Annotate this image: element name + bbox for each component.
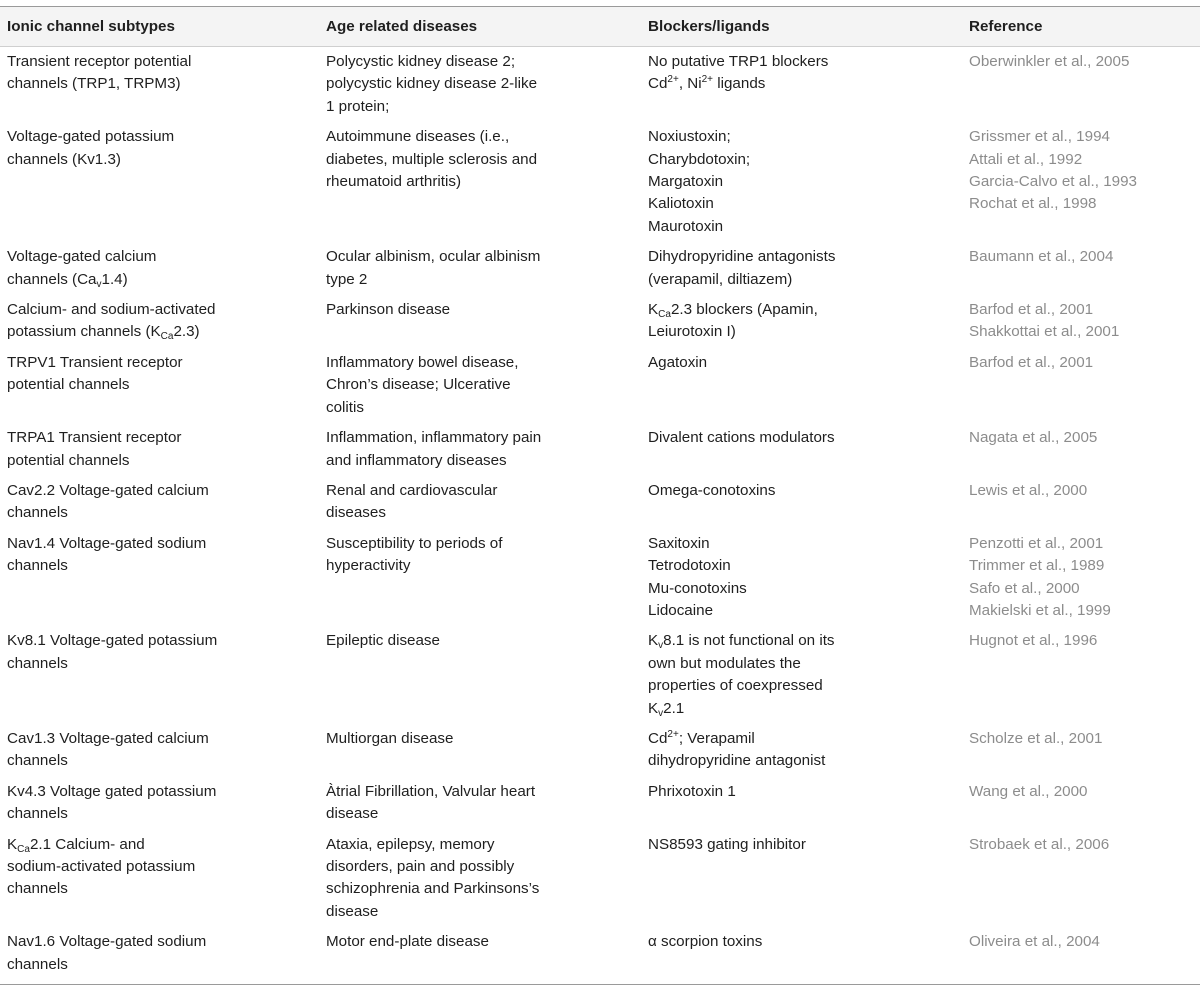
cell-disease: [319, 626, 641, 724]
cell-line: Àtrial Fibrillation, Valvular heart: [326, 782, 536, 800]
cell-line: Voltage-gated potassium: [7, 128, 175, 146]
cell-line: potential channels: [7, 376, 130, 394]
cell-line: Kv4.3 Voltage gated potassium: [7, 782, 217, 800]
cell-line: Mu-conotoxins: [648, 579, 747, 597]
cell-line: Nagata et al., 2005: [969, 429, 1098, 447]
cell-line: disease: [326, 902, 379, 920]
cell-line: Attali et al., 1992: [969, 150, 1083, 168]
table-row: [0, 423, 1200, 476]
cell-reference: [962, 242, 1200, 295]
table-row: [0, 348, 1200, 423]
cell-reference: [962, 348, 1200, 423]
table-row: [0, 529, 1200, 627]
header-channel: Ionic channel subtypes: [0, 7, 319, 47]
cell-line: Inflammation, inflammatory pain: [326, 429, 542, 447]
cell-line: Garcia-Calvo et al., 1993: [969, 173, 1137, 191]
cell-line: Autoimmune diseases (i.e.,: [326, 128, 510, 146]
cell-line: $K_{Ca}2.1$ Calcium- and: [7, 835, 145, 855]
cell-blockers: [641, 529, 962, 627]
cell-line: Lidocaine: [648, 601, 714, 619]
cell-blockers: [641, 348, 962, 423]
cell-line: and inflammatory diseases: [326, 451, 507, 469]
cell-line: Voltage-gated calcium: [7, 248, 157, 266]
cell-blockers: [641, 830, 962, 928]
ion-channel-table: [0, 6, 1200, 985]
cell-channel: [0, 626, 319, 724]
cell-reference: [962, 529, 1200, 627]
cell-reference: [962, 777, 1200, 830]
cell-line: potential channels: [7, 451, 130, 469]
cell-line: Calcium- and sodium-activated: [7, 301, 216, 319]
cell-channel: [0, 724, 319, 777]
cell-line: disorders, pain and possibly: [326, 858, 515, 875]
cell-line: Cav2.2 Voltage-gated calcium: [7, 481, 209, 499]
cell-line: Noxiustoxin;: [648, 128, 731, 146]
cell-blockers: [641, 423, 962, 476]
cell-channel: [0, 927, 319, 984]
cell-blockers: [641, 476, 962, 529]
cell-line: Chron’s disease; Ulcerative: [326, 376, 511, 394]
cell-line: Susceptibility to periods of: [326, 534, 503, 552]
table-row: [0, 295, 1200, 348]
cell-channel: [0, 777, 319, 830]
cell-channel: [0, 529, 319, 627]
cell-line: Polycystic kidney disease 2;: [326, 53, 516, 70]
cell-line: Oliveira et al., 2004: [969, 933, 1100, 951]
cell-line: Epileptic disease: [326, 632, 440, 650]
table-row: [0, 626, 1200, 724]
cell-blockers: [641, 724, 962, 777]
cell-channel: [0, 830, 319, 928]
table-row: [0, 242, 1200, 295]
cell-line: hyperactivity: [326, 557, 411, 575]
cell-disease: [319, 348, 641, 423]
cell-reference: [962, 423, 1200, 476]
cell-line: channels: [7, 504, 68, 522]
cell-disease: [319, 724, 641, 777]
cell-line: Cav1.3 Voltage-gated calcium: [7, 729, 209, 747]
cell-disease: [319, 122, 641, 242]
cell-blockers: [641, 242, 962, 295]
cell-channel: [0, 423, 319, 476]
header-reference: Reference: [962, 7, 1200, 47]
cell-blockers: [641, 295, 962, 348]
cell-line: Divalent cations modulators: [648, 429, 835, 447]
cell-line: potassium channels $(K_{Ca}2.3)$: [7, 323, 200, 343]
cell-line: Parkinson disease: [326, 301, 451, 319]
cell-channel: [0, 348, 319, 423]
cell-line: $Cd^{2+}$, $Ni^{2+}$ ligands: [648, 74, 766, 93]
cell-line: channels: [7, 805, 68, 823]
cell-line: Charybdotoxin;: [648, 150, 751, 168]
header-row: [0, 7, 1200, 47]
cell-line: Transient receptor potential: [7, 53, 192, 70]
cell-line: channels (Kv1.3): [7, 150, 121, 168]
cell-line: channels: [7, 557, 68, 575]
cell-disease: [319, 529, 641, 627]
cell-line: Barfod et al., 2001: [969, 301, 1094, 319]
cell-line: 1 protein;: [326, 97, 390, 115]
cell-channel: [0, 242, 319, 295]
cell-line: Inflammatory bowel disease,: [326, 353, 519, 371]
cell-disease: [319, 777, 641, 830]
cell-line: Agatoxin: [648, 353, 708, 371]
cell-line: Leiurotoxin I): [648, 323, 736, 341]
table-row: [0, 476, 1200, 529]
cell-line: $Cd^{2+}$; Verapamil: [648, 728, 755, 747]
cell-disease: [319, 295, 641, 348]
table-row: [0, 927, 1200, 984]
cell-line: diseases: [326, 504, 386, 522]
cell-line: NS8593 gating inhibitor: [648, 835, 806, 853]
cell-line: $K_v8.1$ is not functional on its: [648, 632, 835, 652]
cell-reference: [962, 626, 1200, 724]
cell-line: sodium-activated potassium: [7, 858, 196, 875]
cell-line: Nav1.6 Voltage-gated sodium: [7, 933, 207, 951]
cell-line: channels: [7, 654, 68, 672]
cell-line: TRPV1 Transient receptor: [7, 353, 183, 371]
cell-line: channels: [7, 752, 68, 770]
table-row: [0, 724, 1200, 777]
cell-channel: [0, 47, 319, 123]
cell-line: Rochat et al., 1998: [969, 195, 1097, 213]
cell-line: properties of coexpressed: [648, 677, 823, 695]
cell-reference: [962, 47, 1200, 123]
cell-line: $K_{Ca}2.3$ blockers (Apamin,: [648, 301, 818, 321]
cell-disease: [319, 423, 641, 476]
cell-reference: [962, 295, 1200, 348]
cell-line: Ocular albinism, ocular albinism: [326, 248, 541, 266]
cell-line: Strobaek et al., 2006: [969, 835, 1110, 853]
cell-line: Barfod et al., 2001: [969, 353, 1094, 371]
cell-line: schizophrenia and Parkinsons’s: [326, 880, 540, 898]
table-row: [0, 47, 1200, 123]
cell-line: (verapamil, diltiazem): [648, 270, 793, 288]
cell-line: Lewis et al., 2000: [969, 481, 1088, 499]
cell-line: Saxitoxin: [648, 534, 710, 552]
table-row: [0, 777, 1200, 830]
cell-blockers: [641, 122, 962, 242]
cell-line: channels (TRP1, TRPM3): [7, 75, 181, 93]
cell-blockers: [641, 47, 962, 123]
cell-line: polycystic kidney disease 2-like: [326, 75, 538, 93]
cell-line: channels: [7, 880, 68, 898]
cell-line: TRPA1 Transient receptor: [7, 429, 182, 447]
cell-line: Phrixotoxin 1: [648, 782, 736, 800]
cell-line: Grissmer et al., 1994: [969, 128, 1110, 146]
cell-blockers: [641, 777, 962, 830]
cell-line: type 2: [326, 270, 368, 288]
cell-line: Nav1.4 Voltage-gated sodium: [7, 534, 207, 552]
cell-line: Makielski et al., 1999: [969, 601, 1111, 619]
cell-line: rheumatoid arthritis): [326, 173, 462, 191]
cell-line: Ataxia, epilepsy, memory: [326, 835, 495, 853]
cell-line: Hugnot et al., 1996: [969, 632, 1098, 650]
cell-line: colitis: [326, 398, 364, 416]
cell-line: Trimmer et al., 1989: [969, 557, 1105, 575]
cell-line: dihydropyridine antagonist: [648, 752, 826, 770]
cell-line: own but modulates the: [648, 654, 801, 672]
cell-line: Oberwinkler et al., 2005: [969, 53, 1130, 70]
cell-line: Kaliotoxin: [648, 195, 714, 213]
cell-line: Omega-conotoxins: [648, 481, 776, 499]
cell-channel: [0, 476, 319, 529]
cell-blockers: [641, 626, 962, 724]
table-row: [0, 122, 1200, 242]
cell-disease: [319, 47, 641, 123]
cell-line: channels $(Ca_v1.4)$: [7, 270, 128, 290]
cell-disease: [319, 830, 641, 928]
cell-reference: [962, 476, 1200, 529]
cell-line: Motor end-plate disease: [326, 933, 489, 951]
cell-line: Scholze et al., 2001: [969, 729, 1103, 747]
cell-line: channels: [7, 955, 68, 973]
header-blockers: Blockers/ligands: [641, 7, 962, 47]
cell-disease: [319, 927, 641, 984]
cell-line: disease: [326, 805, 379, 823]
cell-reference: [962, 830, 1200, 928]
cell-line: Safo et al., 2000: [969, 579, 1080, 597]
cell-line: Margatoxin: [648, 173, 724, 191]
cell-line: Kv8.1 Voltage-gated potassium: [7, 632, 218, 650]
cell-line: Penzotti et al., 2001: [969, 534, 1104, 552]
cell-line: $K_v2.1$: [648, 699, 685, 719]
cell-line: diabetes, multiple sclerosis and: [326, 150, 538, 168]
cell-reference: [962, 724, 1200, 777]
cell-line: Wang et al., 2000: [969, 782, 1088, 800]
cell-line: Shakkottai et al., 2001: [969, 323, 1120, 341]
cell-reference: [962, 122, 1200, 242]
cell-reference: [962, 927, 1200, 984]
table-row: [0, 830, 1200, 928]
cell-line: Renal and cardiovascular: [326, 481, 498, 499]
cell-line: Dihydropyridine antagonists: [648, 248, 836, 266]
cell-channel: [0, 295, 319, 348]
cell-line: Maurotoxin: [648, 217, 724, 235]
cell-line: Tetrodotoxin: [648, 557, 731, 575]
cell-disease: [319, 242, 641, 295]
cell-line: Multiorgan disease: [326, 729, 454, 747]
cell-line: α scorpion toxins: [648, 933, 763, 951]
header-disease: Age related diseases: [319, 7, 641, 47]
cell-line: Baumann et al., 2004: [969, 248, 1114, 266]
cell-line: No putative TRP1 blockers: [648, 53, 829, 70]
cell-disease: [319, 476, 641, 529]
cell-channel: [0, 122, 319, 242]
cell-blockers: [641, 927, 962, 984]
